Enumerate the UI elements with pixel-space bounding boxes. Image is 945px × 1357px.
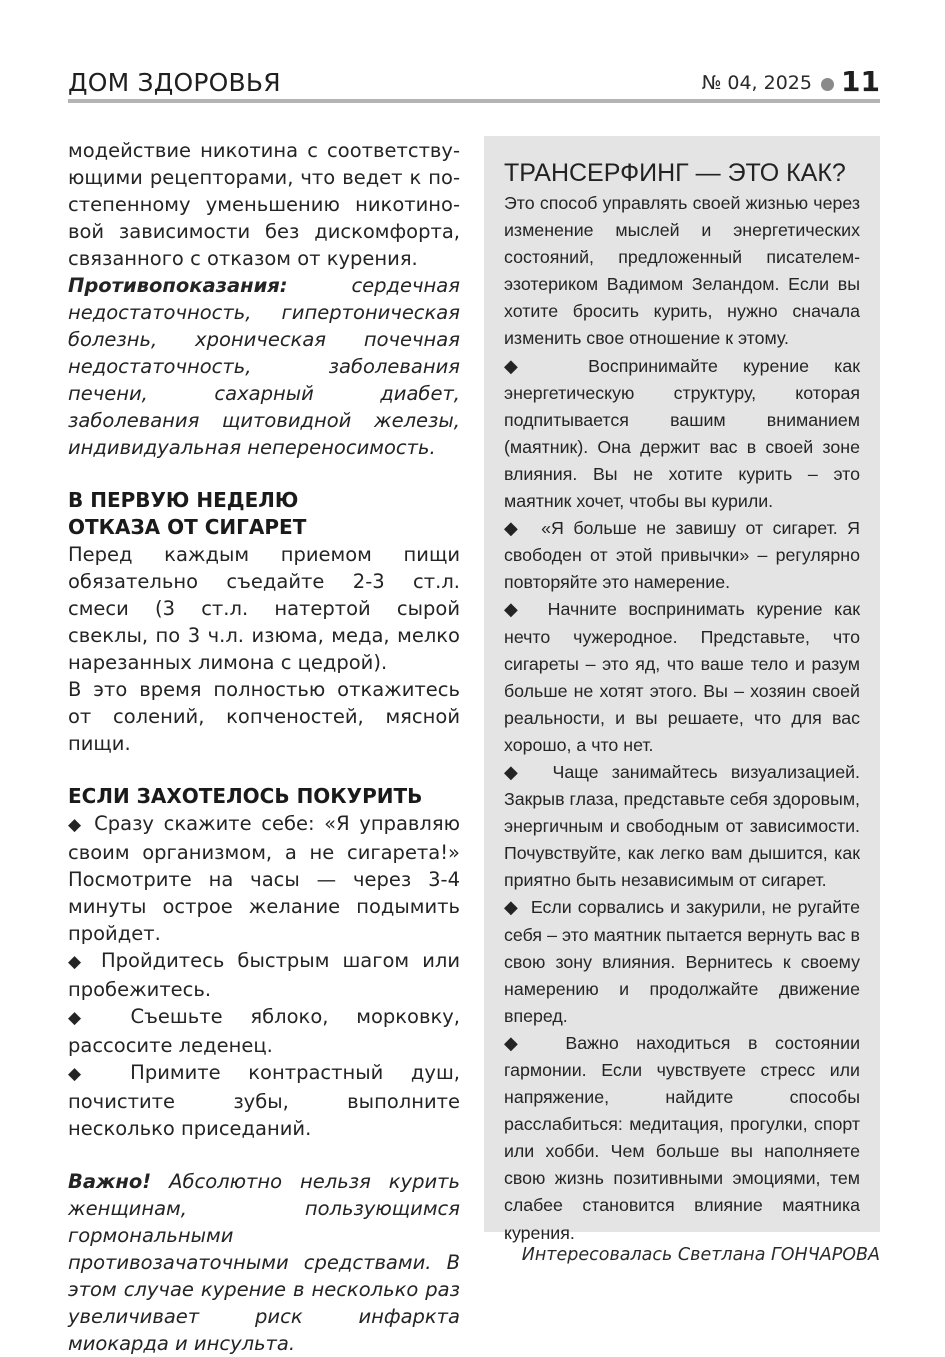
header-rule: [68, 99, 880, 103]
diamond-bullet-icon: ◆: [504, 897, 519, 918]
spacer: [68, 1142, 460, 1168]
diamond-bullet-icon: ◆: [504, 518, 523, 539]
craving-item: ◆ Сразу скажите себе: «Я управляю своим организмом, а не сигарета!» Посмотрите на часы — через 3-4 минуты острое желание подымить пройдет.: [68, 812, 461, 945]
diamond-bullet-icon: ◆: [68, 952, 88, 972]
sidebar-title: ТРАНСЕРФИНГ — ЭТО КАК?: [504, 159, 846, 187]
spacer: [68, 461, 460, 487]
section-title: ДОМ ЗДОРОВЬЯ: [68, 68, 281, 97]
main-column: [68, 137, 460, 1357]
spacer: [68, 757, 460, 783]
diamond-bullet-icon: ◆: [504, 599, 525, 620]
page-number: 11: [841, 65, 880, 98]
sidebar-item: ◆ «Я больше не завишу от сигарет. Я свободен от этой привычки» – регулярно повторяйте это намерение.: [504, 518, 860, 593]
contraindications-label: Противопоказания:: [68, 274, 288, 297]
craving-item: ◆ Примите контрастный душ, почистите зубы, выполните несколько приседаний.: [68, 1061, 460, 1140]
sidebar-item: ◆ Начните воспринимать курение как нечто чужеродное. Представьте, что сигареты – это яд, что ваше тело и разум больше не хотят этого. Вы – хозяин своей реальности, и вы решаете, что для вас хорошо, а что нет.: [504, 599, 860, 755]
sidebar-intro: Это способ управлять своей жизнью через изменение мыслей и энергетических состояний, предложенный писателем-эзотериком Вадимом Зеландом. Если вы хотите бросить курить, нужно сначала изменить свое отношение к этому.: [504, 193, 860, 349]
transurfing-sidebar: [484, 136, 880, 1243]
important-text: Абсолютно нельзя курить женщинам, пользующимся гормональными противозачаточными средствами. В этом случае курение в несколько раз увеличивает риск инфаркта миокарда и инсульта.: [68, 1170, 460, 1355]
week-paragraph-1: Перед каждым приемом пищи обязательно съедайте 2-3 ст.л. смеси (3 ст.л. натертой сырой свеклы, по 3 ч.л. изюма, меда, мелко нарезанных лимона с цедрой).: [68, 543, 460, 674]
diamond-bullet-icon: ◆: [68, 1064, 103, 1084]
diamond-bullet-icon: ◆: [504, 355, 538, 376]
sidebar-item: ◆ Если сорвались и закурили, не ругайте себя – это маятник пытается вернуть вас в свою зону влияния. Вернитесь к своему намерению и продолжайте движение вперед.: [504, 897, 860, 1026]
week-heading-line-2: ОТКАЗА ОТ СИГАРЕТ: [68, 515, 307, 539]
craving-heading: ЕСЛИ ЗАХОТЕЛОСЬ ПОКУРИТЬ: [68, 784, 423, 808]
separator-dot-icon: [821, 78, 834, 91]
diamond-bullet-icon: ◆: [68, 1008, 103, 1028]
week-paragraph-2: В это время полностью откажитесь от солений, копченостей, мясной пищи.: [68, 678, 460, 755]
author-byline: Интересовалась Светлана ГОНЧАРОВА: [521, 1245, 880, 1265]
intro-paragraph: модействие никотина с соответству-ющими рецепторами, что ведет к по-степенному уменьшению никотино-вой зависимости без дискомфорта, связанного с отказом от курения.: [68, 139, 460, 270]
sidebar-item: ◆ Важно находиться в состоянии гармонии. Если чувствуете стресс или напряжение, найдите способы расслабиться: медитация, прогулки, спорт или хобби. Чем больше вы наполняете свою жизнь позитивными эмоциями, тем слабее становится влияние маятника курения.: [504, 1032, 860, 1243]
diamond-bullet-icon: ◆: [504, 761, 526, 782]
contraindications-paragraph: [68, 272, 460, 461]
important-note: [68, 1168, 460, 1357]
contraindications-text: сердечная недостаточность, гипертоническая болезнь, хроническая почечная недостаточность, заболевания печени, сахарный диабет, заболевания щитовидной железы, индивидуальная непереносимость.: [68, 274, 460, 459]
craving-item: ◆ Пройдитесь быстрым шагом или пробежитесь.: [68, 949, 461, 1001]
week-heading-line-1: В ПЕРВУЮ НЕДЕЛЮ: [68, 488, 299, 512]
sidebar-item: ◆ Воспринимайте курение как энергетическую структуру, которая подпитывается вашим вниманием (маятник). Она держит вас в своей зоне влияния. Вы не хотите курить – это маятник хочет, чтобы вы курили.: [504, 355, 860, 512]
craving-item: ◆ Съешьте яблоко, морковку, рассосите леденец.: [68, 1005, 460, 1057]
sidebar-content: [504, 158, 860, 1247]
issue-number: № 04, 2025: [701, 72, 812, 94]
sidebar-item: ◆ Чаще занимайтесь визуализацией. Закрыв глаза, представьте себя здоровым, энергичным и свободным от зависимости. Почувствуйте, как легко вам дышится, как приятно быть независимым от сигарет.: [504, 761, 860, 891]
page-header: [68, 64, 880, 100]
important-label: Важно!: [68, 1170, 152, 1193]
diamond-bullet-icon: ◆: [504, 1032, 531, 1053]
diamond-bullet-icon: ◆: [68, 815, 85, 835]
